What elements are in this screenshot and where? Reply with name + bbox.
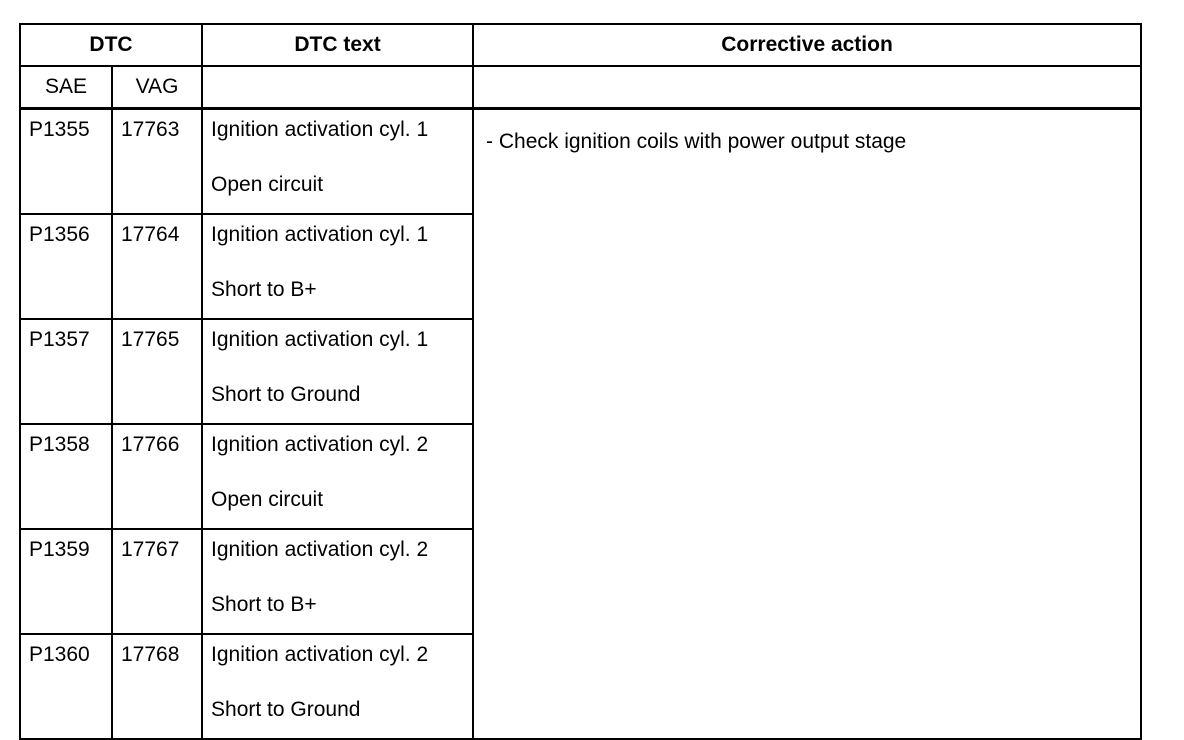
corrective-action-cell: - Check ignition coils with power output stage — [473, 109, 1141, 740]
vag-code: 17766 — [112, 424, 202, 529]
subheader-sae: SAE — [20, 66, 112, 109]
header-dtc: DTC — [20, 24, 202, 66]
subheader-empty-text — [202, 66, 473, 109]
sae-code: P1359 — [20, 529, 112, 634]
dtc-text-line2: Open circuit — [211, 173, 324, 196]
dtc-text-line1: Ignition activation cyl. 1 — [211, 118, 429, 141]
sae-code: P1360 — [20, 634, 112, 739]
sae-code: P1355 — [20, 109, 112, 215]
header-dtc-text: DTC text — [202, 24, 473, 66]
subheader-vag: VAG — [112, 66, 202, 109]
dtc-text-cell — [202, 214, 473, 319]
dtc-text-line1: Ignition activation cyl. 2 — [211, 538, 429, 561]
vag-code: 17767 — [112, 529, 202, 634]
dtc-text-cell — [202, 319, 473, 424]
dtc-text-line2: Short to B+ — [211, 593, 317, 616]
vag-code: 17764 — [112, 214, 202, 319]
sae-code: P1357 — [20, 319, 112, 424]
vag-code: 17763 — [112, 109, 202, 215]
dtc-text-line1: Ignition activation cyl. 1 — [211, 328, 429, 351]
dtc-text-cell — [202, 529, 473, 634]
dtc-text-line2: Short to Ground — [211, 383, 361, 406]
dtc-text-line2: Short to B+ — [211, 278, 317, 301]
dtc-text-line1: Ignition activation cyl. 2 — [211, 643, 429, 666]
subheader-empty-action — [473, 66, 1141, 109]
dtc-text-line1: Ignition activation cyl. 2 — [211, 433, 429, 456]
header-row — [20, 24, 1141, 66]
sae-code: P1356 — [20, 214, 112, 319]
vag-code: 17765 — [112, 319, 202, 424]
dtc-table — [19, 23, 1142, 740]
sae-code: P1358 — [20, 424, 112, 529]
dtc-text-cell — [202, 424, 473, 529]
dtc-text-cell — [202, 109, 473, 215]
vag-code: 17768 — [112, 634, 202, 739]
dtc-text-line2: Open circuit — [211, 488, 324, 511]
dtc-text-line2: Short to Ground — [211, 698, 361, 721]
dtc-text-cell — [202, 634, 473, 739]
table-row — [20, 109, 1141, 215]
header-corrective-action: Corrective action — [473, 24, 1141, 66]
subheader-row — [20, 66, 1141, 109]
dtc-text-line1: Ignition activation cyl. 1 — [211, 223, 429, 246]
